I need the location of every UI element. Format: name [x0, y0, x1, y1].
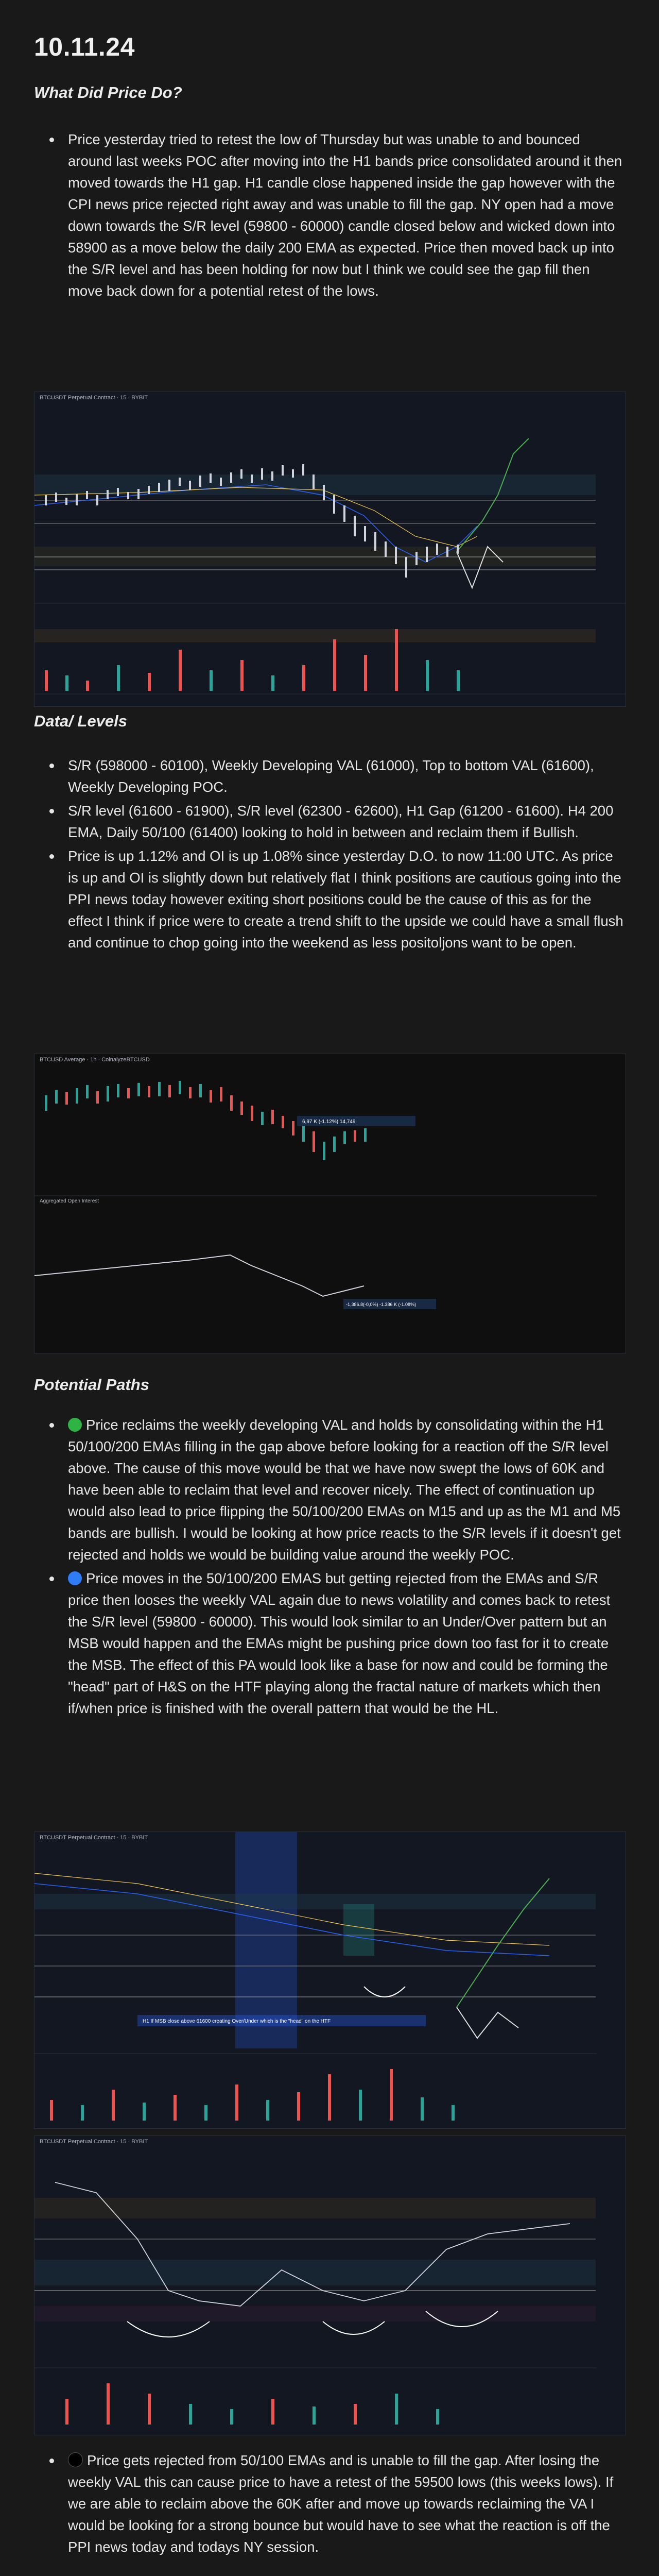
chart-2-tag-1: 6,97 K (-1.12%) 14,749 [302, 1119, 356, 1125]
path-1-text: Price reclaims the weekly developing VAL and holds by consolidating within the H1 50/100/200 EMAs filling in the gap above before looking for a reaction off the S/R level above. The cause of this move would be that we have now swept the lows of 60K and have been able to reclaim that level and recover nicely. The effect of continuation up would also lead to price flipping the 50/100/200 EMAs on M15 and up as the M1 and M5 bands are bullish. I would be looking at how price reacts to the S/R levels if it doesn't get rejected and holds we would be building value around the weekly POC. [68, 1417, 621, 1563]
list-item: Price is up 1.12% and OI is up 1.08% since yesterday D.O. to now 11:00 UTC. As price is up and OI is slightly down but relatively flat I think positions are cautious going into the PPI news today however exiting short positions could be the cause of this as for the effect I think if price were to create a trend shift to the upside we could have a small flush and continue to chop going into the weekend as less positoljons want to be open. [68, 845, 625, 954]
chart-2-svg [34, 1054, 626, 1353]
chart-1-header: BTCUSDT Perpetual Contract · 15 · BYBIT [40, 395, 148, 401]
chart-3[interactable] [34, 1832, 626, 2129]
chart-1-svg [34, 392, 626, 706]
path-3-text: Price gets rejected from 50/100 EMAs and is unable to fill the gap. After losing the weekly VAL this can cause price to have a retest of the 59500 lows (this weeks lows). If we are able to reclaim above the 60K after and move up towards reclaiming the VA I would be looking for a strong bounce but would have to see what the reaction is off the PPI news today and todays NY session. [68, 2452, 614, 2555]
black-circle-icon [68, 2452, 83, 2467]
chart-3-annotation: H1 If MSB close above 61600 creating Over/Under which is the "head" on the HTF [143, 2019, 331, 2024]
chart-4-header: BTCUSDT Perpetual Contract · 15 · BYBIT [40, 2139, 148, 2145]
green-circle-icon [68, 1418, 82, 1432]
chart-2[interactable] [34, 1054, 626, 1353]
chart-3-svg [34, 1832, 626, 2128]
chart-1[interactable] [34, 392, 626, 707]
list-item [68, 1414, 625, 1566]
list-item [68, 1568, 625, 1719]
chart-4[interactable] [34, 2136, 626, 2435]
path-2-text: Price moves in the 50/100/200 EMAS but getting rejected from the EMAs and S/R price then looses the weekly VAL again due to news volatility and comes back to retest the S/R level (59800 - 60000). This would look similar to an Under/Over pattern but an MSB would happen and the EMAs might be pushing price down too fast for it to create the MSB. The effect of this PA would look like a base for now and could be forming the "head" part of H&S on the HTF playing along the fractal nature of markets which then if/when price is finished with the overall pattern that would be the HL. [68, 1570, 611, 1716]
chart-2-header: BTCUSD Average · 1h · CoinalyzeBTCUSD [40, 1057, 150, 1063]
list-item: S/R level (61600 - 61900), S/R level (62300 - 62600), H1 Gap (61200 - 61600). H4 200 EMA, Daily 50/100 (61400) looking to hold in between and reclaim them if Bullish. [68, 800, 625, 843]
section-heading-what-did-price-do: What Did Price Do? [34, 83, 182, 101]
section-heading-data-levels: Data/ Levels [34, 712, 127, 730]
list-item: S/R (598000 - 60100), Weekly Developing VAL (61000), Top to bottom VAL (61600), Weekly Developing POC. [68, 755, 625, 798]
chart-2-tag-2: -1,386.8(-0,0%) -1.386 K (-1.08%) [346, 1302, 417, 1307]
list-item [68, 2450, 625, 2558]
potential-paths-list [34, 1414, 625, 1721]
blue-circle-icon [68, 1571, 82, 1585]
page-title: 10.11.24 [34, 32, 135, 61]
chart-2-oi-label: Aggregated Open Interest [40, 1198, 99, 1204]
section-heading-potential-paths: Potential Paths [34, 1376, 149, 1394]
list-item: Price yesterday tried to retest the low of Thursday but was unable to and bounced around last weeks POC after moving into the H1 bands price consolidated around it then moved towards the H1 gap. H1 candle close happened inside the gap however with the CPI news price rejected right away and was unable to fill the gap. NY open had a move down towards the S/R level (59800 - 60000) candle closed below and wicked down into 58900 as a move below the daily 200 EMA as expected. Price then moved back up into the S/R level and has been holding for now but I think we could see the gap fill then move back down for a potential retest of the lows. [68, 129, 625, 302]
price-action-list [34, 129, 625, 304]
levels-list [34, 755, 625, 956]
potential-paths-list-2 [34, 2450, 625, 2560]
chart-3-header: BTCUSDT Perpetual Contract · 15 · BYBIT [40, 1835, 148, 1841]
chart-4-svg [34, 2136, 626, 2435]
